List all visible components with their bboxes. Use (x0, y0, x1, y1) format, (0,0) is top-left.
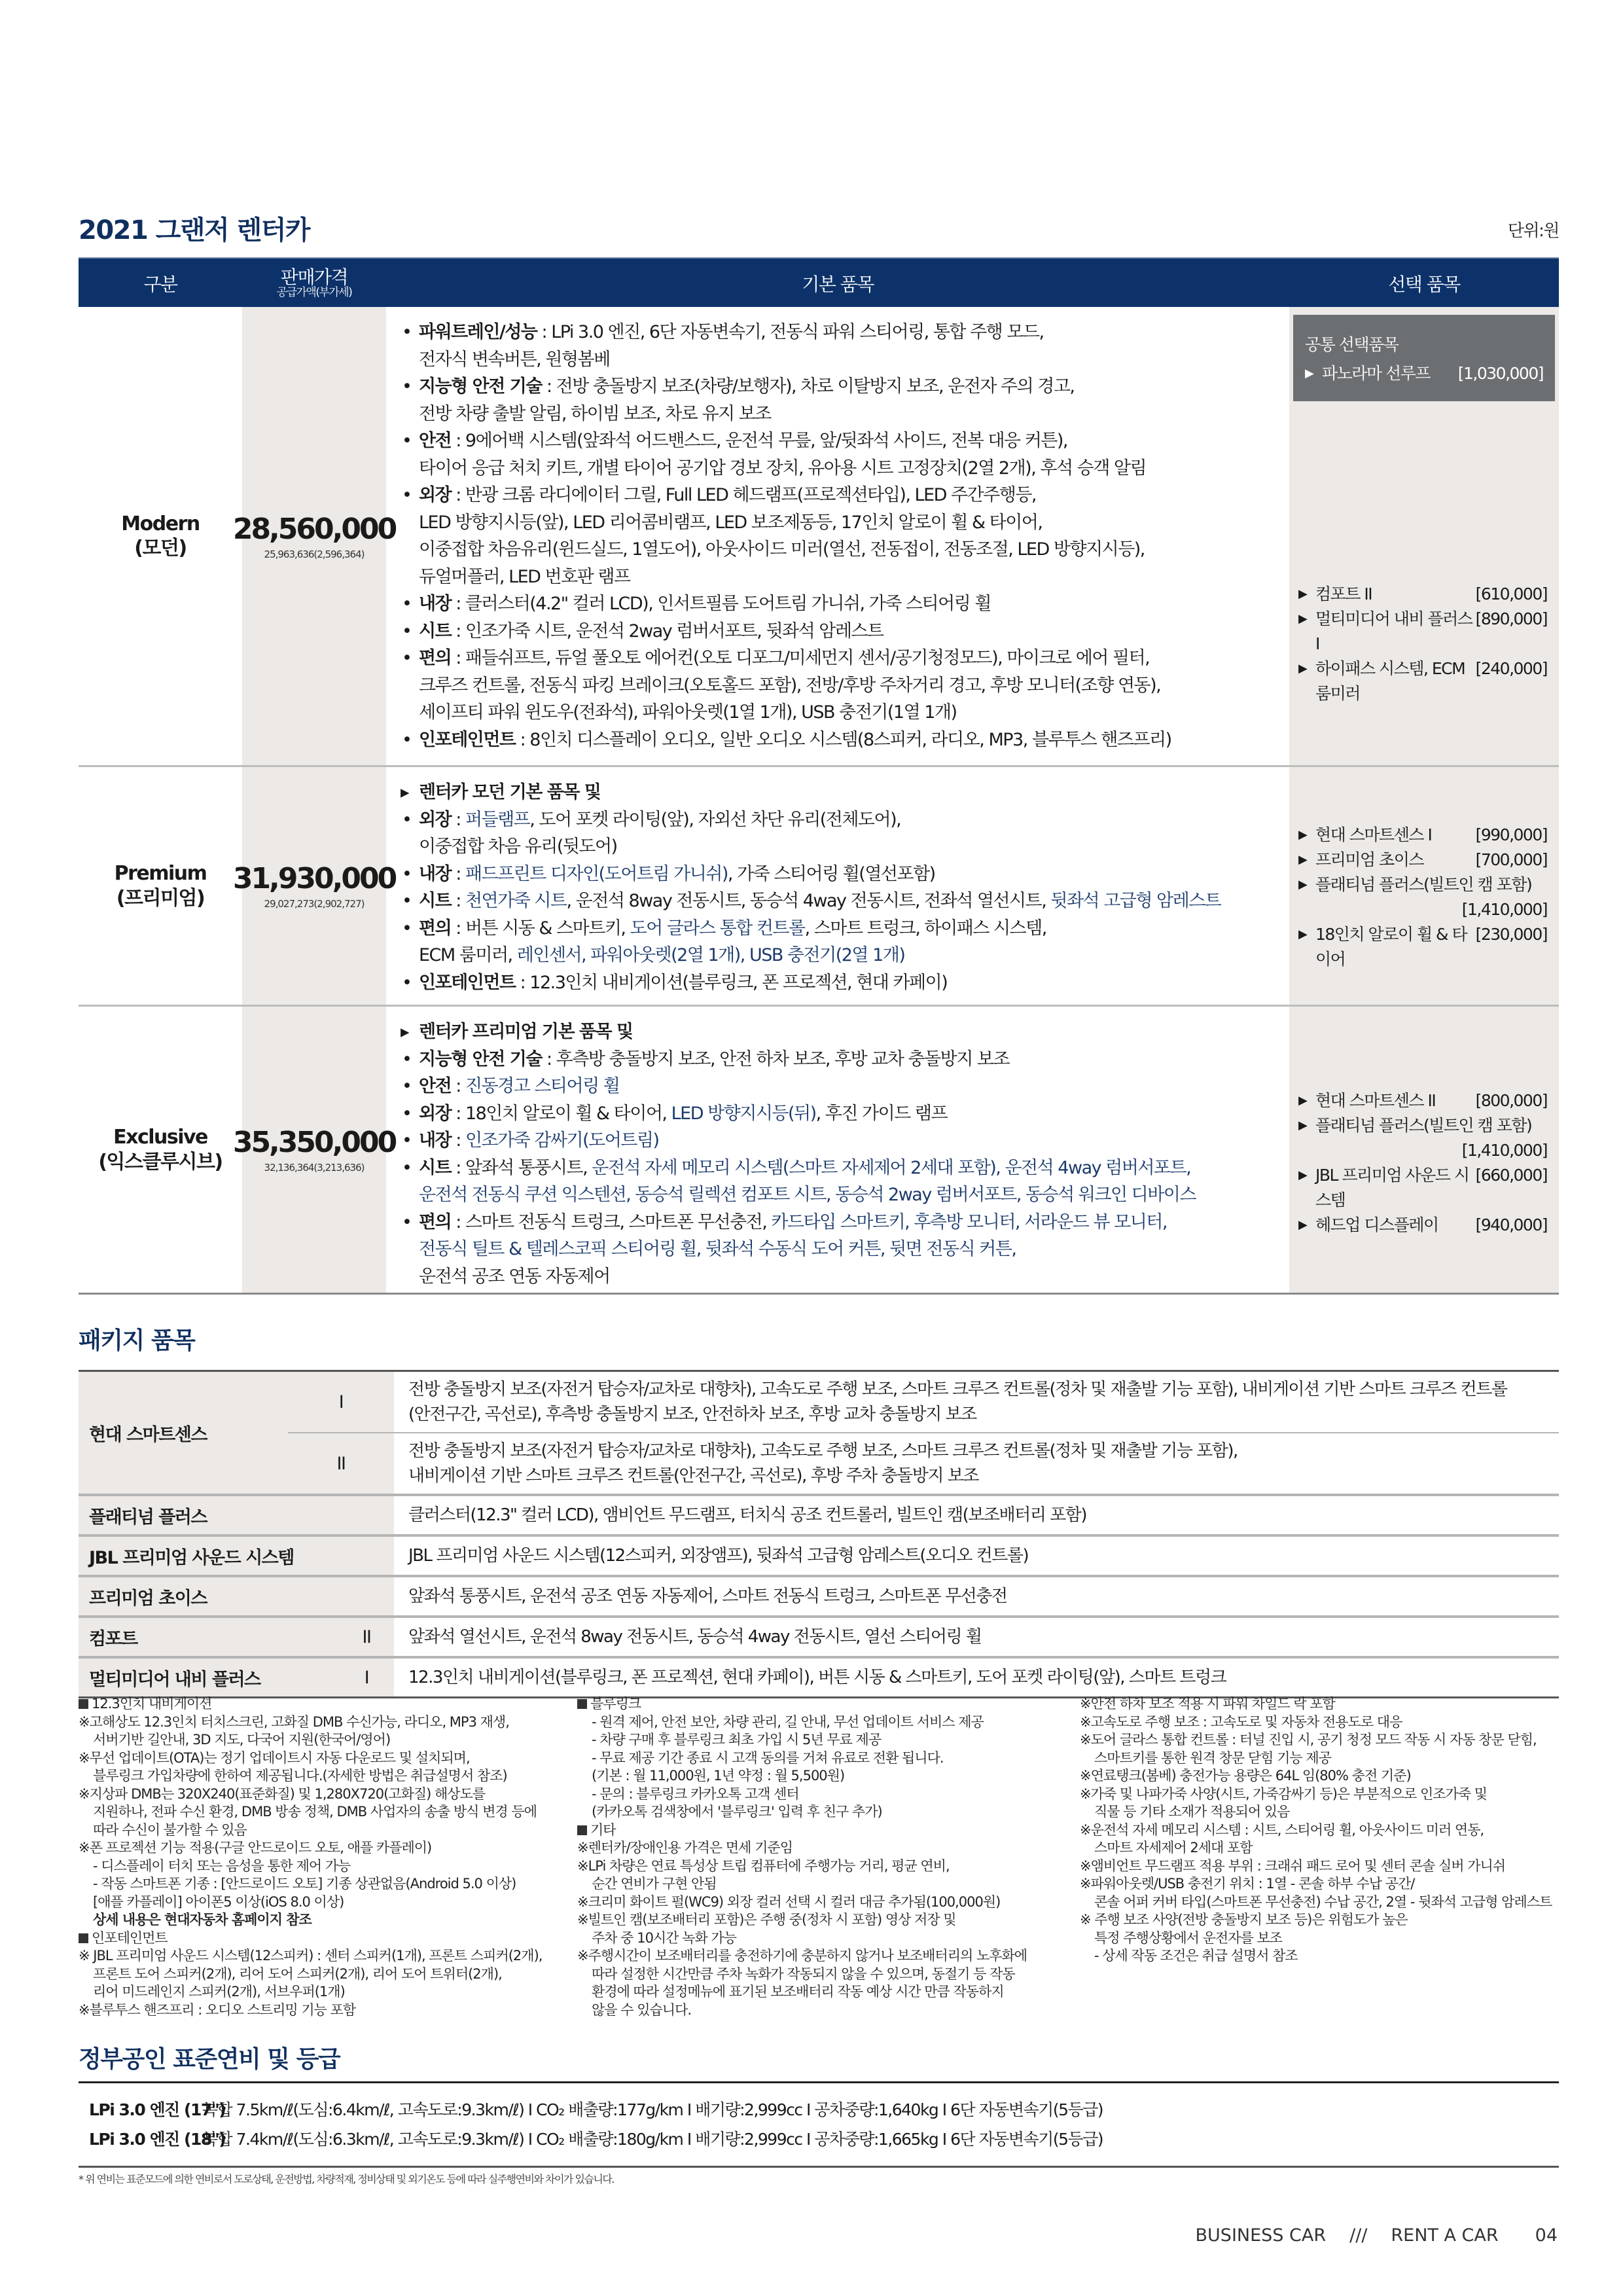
basic-item-key: 안전 (419, 431, 452, 451)
footer-business-car: BUSINESS CAR (1195, 2225, 1327, 2246)
package-section-title: 패키지 품목 (79, 1327, 195, 1354)
title-row (79, 209, 1559, 249)
page-title: 2021 그랜저 렌터카 (79, 215, 310, 245)
page-number: 04 (1535, 2225, 1558, 2246)
basic-item-key: 내장 (419, 594, 452, 614)
note-line: ※지상파 DMB는 320X240(표준화질) 및 1,280X720(고화질) 해상도를 (79, 1785, 486, 1802)
package-name: JBL 프리미엄 사운드 시스템 (79, 1537, 394, 1575)
note-line: ※도어 글라스 통합 컨트롤 : 터널 진입 시, 공기 청정 모드 작동 시 자동 창문 닫힘, (1080, 1732, 1537, 1748)
note-line: ※주행시간이 보조배터리를 충전하기에 충분하지 않거나 보조배터리의 노후화에 (577, 1948, 1027, 1964)
note-line: - 무료 제공 기간 종료 시 고객 동의를 거쳐 유료로 전환 됩니다. (592, 1749, 944, 1766)
basic-item: • 지능형 안전 기술 : 후측방 충돌방지 보조, 안전 하차 보조, 후방 교차 충돌방지 보조 (399, 1046, 1286, 1073)
basic-item-cont: ECM 룸미러, 레인센서, 파워아웃렛(2열 1개), USB 충전기(2열 1개) (419, 945, 905, 965)
package-table (79, 1370, 1559, 1698)
package-level: I (288, 1372, 394, 1432)
basic-item-cont: 세이프티 파워 윈도우(전좌석), 파워아웃렛(1열 1개), USB 충전기(1열 1개) (419, 702, 957, 723)
trim-name: Modern (모던) (121, 512, 200, 560)
package-desc: 12.3인치 내비게이션(블루링크, 폰 프로젝션, 현대 카페이), 버튼 시동 & 스마트키, 도어 포켓 라이팅(앞), 스마트 트렁크 (408, 1668, 1226, 1687)
note-line: 순간 연비가 구현 안됨 (592, 1876, 717, 1892)
basic-item: • 파워트레인/성능 : LPi 3.0 엔진, 6단 자동변속기, 전동식 파워 스티어링, 통합 주행 모드, (399, 319, 1286, 346)
note-line: 따라 설정한 시간만큼 주차 녹화가 작동되지 않을 수 있으며, 동절기 등 작동 (592, 1965, 1015, 1982)
trim-row-premium (79, 767, 1559, 1007)
basic-item: • 안전 : 진동경고 스티어링 휠 (399, 1073, 1286, 1100)
unit-label: 단위:원 (1507, 221, 1559, 241)
col-header-options: 선택 품목 (1388, 274, 1460, 295)
fuel-note: * 위 연비는 표준모드에 의한 연비로서 도로상태, 운전방법, 차량적재, 정비상태 및 외기온도 등에 따라 실주행연비와 차이가 있습니다. (79, 2173, 614, 2185)
note-line: 따라 수신이 불가할 수 있음 (93, 1821, 247, 1838)
package-name: 멀티미디어 내비 플러스 I (79, 1659, 394, 1696)
basic-item: • 외장 : 반광 크롬 라디에이터 그릴, Full LED 헤드램프(프로젝션타입), LED 주간주행등, (399, 482, 1286, 509)
option-price: [1,410,000] (1461, 900, 1547, 919)
note-line: - 상세 작동 조건은 취급 설명서 참조 (1094, 1948, 1298, 1964)
note-line: ※파워아웃렛/USB 충전기 위치 : 1열 - 콘솔 하부 수납 공간/ (1080, 1876, 1415, 1892)
note-line: ※폰 프로젝션 기능 적용(구글 안드로이드 오토, 애플 카플레이) (79, 1840, 432, 1856)
basic-item-key: 편의 (419, 648, 452, 668)
note-line: ※고해상도 12.3인치 터치스크린, 고화질 DMB 수신가능, 라디오, MP3 재생, (79, 1713, 509, 1730)
note-line: 리어 미드레인지 스피커(2개), 서브우퍼(1개) (93, 1984, 345, 2000)
note-line: (카카오톡 검색창에서 '블루링크' 입력 후 친구 추가) (592, 1804, 882, 1820)
basic-item: • 안전 : 9에어백 시스템(앞좌석 어드밴스드, 운전석 무릎, 앞/뒷좌석 사이드, 전복 대응 커튼), (399, 427, 1286, 455)
basic-item-cont: 운전석 전동식 쿠션 익스텐션, 동승석 릴렉션 컴포트 시트, 동승석 2way 럼버서포트, 동승석 워크인 디바이스 (419, 1185, 1196, 1205)
package-desc: 앞좌석 통풍시트, 운전석 공조 연동 자동제어, 스마트 전동식 트렁크, 스마트폰 무선충전 (408, 1587, 1007, 1606)
note-line: ※안전 하차 보조 적용 시 파워 차일드 락 포함 (1080, 1696, 1335, 1712)
option-price: [1,410,000] (1461, 1141, 1547, 1160)
col-header-price: 판매가격 공급가액(부가세) (276, 266, 352, 299)
option-item: ▶ 플래티넘 플러스(빌트인 캠 포함) (1289, 872, 1559, 897)
basic-item: • 시트 : 천연가죽 시트, 운전석 8way 전동시트, 동승석 4way 전동시트, 전좌석 열선시트, 뒷좌석 고급형 암레스트 (399, 888, 1286, 915)
note-line: ※연료탱크(봄베) 충전가능 용량은 64L 임(80% 충전 기준) (1080, 1768, 1411, 1784)
option-item: ▶ 컴포트 II [610,000] (1289, 582, 1559, 607)
spec-table-header (79, 257, 1559, 307)
fuel-row: LPi 3.0 엔진 (18") 복합 7.4km/ℓ(도심:6.3km/ℓ, 고속도로:9.3km/ℓ) I CO₂ 배출량:180g/km I 배기량:2,999cc I 공차중량:1,665kg I 6단 자동변속기(5등급) (89, 2130, 1103, 2149)
note-line: 블루링크 (577, 1695, 1075, 1713)
note-line: - 원격 제어, 안전 보안, 차량 관리, 길 안내, 무선 업데이트 서비스 제공 (592, 1713, 984, 1730)
basic-item-cont: LED 방향지시등(앞), LED 리어콤비램프, LED 보조제동등, 17인치 알로이 휠 & 타이어, (419, 512, 1043, 533)
note-line: ※가죽 및 나파가죽 사양(시트, 가죽감싸기 등)은 부분적으로 인조가죽 및 (1080, 1785, 1488, 1802)
common-options-box (1293, 315, 1555, 401)
basic-item-key: 편의 (419, 918, 452, 939)
basic-item: • 내장 : 클러스터(4.2" 컬러 LCD), 인서트필름 도어트림 가니쉬, 가죽 스티어링 휠 (399, 590, 1286, 618)
note-line: 상세 내용은 현대자동차 홈페이지 참조 (93, 1912, 312, 1928)
trim-price (232, 1007, 396, 1293)
note-line: ※고속도로 주행 보조 : 고속도로 및 자동차 전용도로 대응 (1080, 1713, 1402, 1730)
basic-item: • 인포테인먼트 : 12.3인치 내비게이션(블루링크, 폰 프로젝션, 현대 카페이) (399, 969, 1286, 997)
note-line: 콘솔 어퍼 커버 타입(스마트폰 무선충전) 수납 공간, 2열 - 뒷좌석 고급형 암레스트 (1094, 1893, 1552, 1910)
page-footer (1196, 2225, 1558, 2246)
note-line: 특정 주행상황에서 운전자를 보조 (1094, 1929, 1283, 1946)
fuel-row: LPi 3.0 엔진 (17") 복합 7.5km/ℓ(도심:6.4km/ℓ, 고속도로:9.3km/ℓ) I CO₂ 배출량:177g/km I 배기량:2,999cc I 공차중량:1,640kg I 6단 자동변속기(5등급) (89, 2100, 1103, 2119)
basic-item-key: 외장 (419, 485, 452, 505)
basic-item-key: 지능형 안전 기술 (419, 376, 542, 397)
basic-item-cont: 크루즈 컨트롤, 전동식 파킹 브레이크(오토홀드 포함), 전방/후방 주차거리 경고, 후방 모니터(조향 연동), (419, 675, 1161, 696)
note-line: 기타 (577, 1821, 1075, 1840)
trim-price (232, 307, 396, 765)
trim-name: Exclusive (익스클루시브) (98, 1126, 223, 1174)
basic-item-cont: 전방 차량 출발 알림, 하이빔 보조, 차로 유지 보조 (419, 403, 771, 424)
option-item: ▶ 헤드업 디스플레이 [940,000] (1289, 1213, 1559, 1238)
basic-item-key: 인포테인먼트 (419, 972, 516, 993)
note-line: ※운전석 자세 메모리 시스템 : 시트, 스티어링 휠, 아웃사이드 미러 연동, (1080, 1821, 1484, 1838)
package-level: II (288, 1433, 394, 1494)
basic-item: • 편의 : 스마트 전동식 트렁크, 스마트폰 무선충전, 카드타입 스마트키, 후측방 모니터, 서라운드 뷰 모니터, (399, 1209, 1286, 1236)
package-name: 컴포트 II (79, 1618, 394, 1656)
basic-item-key: 지능형 안전 기술 (419, 1049, 542, 1069)
note-line: - 차량 구매 후 블루링크 최초 가입 시 5년 무료 제공 (592, 1732, 882, 1748)
basic-item-key: 시트 (419, 1157, 452, 1178)
note-line: 스마트키를 통한 원격 창문 닫힘 기능 제공 (1094, 1749, 1331, 1766)
note-line: ※ 주행 보조 사양(전방 충돌방지 보조 등)은 위험도가 높은 (1080, 1912, 1408, 1928)
package-level-row (288, 1372, 1559, 1433)
package-desc: 클러스터(12.3" 컬러 LCD), 앰비언트 무드램프, 터치식 공조 컨트롤러, 빌트인 캠(보조배터리 포함) (408, 1505, 1086, 1525)
basic-items (399, 307, 1286, 762)
note-line: 스마트 자세제어 2세대 포함 (1094, 1840, 1253, 1856)
basic-item: • 인포테인먼트 : 8인치 디스플레이 오디오, 일반 오디오 시스템(8스피커, 라디오, MP3, 블루투스 핸즈프리) (399, 726, 1286, 754)
basic-item-key: 외장 (419, 1103, 452, 1124)
basic-item-cont: 이중접합 차음유리(윈드실드, 1열도어), 아웃사이드 미러(열선, 전동접이, 전동조절, LED 방향지시등), (419, 539, 1145, 560)
note-line: 프론트 도어 스피커(2개), 리어 도어 스피커(2개), 리어 도어 트위터(2개), (93, 1965, 502, 1982)
option-list (1289, 823, 1559, 972)
inherit-line: ▸ 렌터카 프리미엄 기본 품목 및 (399, 1018, 1286, 1046)
option-item: ▶ JBL 프리미엄 사운드 시스템 [660,000] (1289, 1163, 1559, 1213)
note-line: 않을 수 있습니다. (592, 2001, 692, 2018)
basic-item-key: 편의 (419, 1211, 452, 1232)
option-item: ▶ 현대 스마트센스 I [990,000] (1289, 823, 1559, 848)
notes-column-2 (577, 1695, 1075, 2019)
option-item: ▶ 플래티넘 플러스(빌트인 캠 포함) (1289, 1113, 1559, 1138)
basic-item: • 편의 : 패들쉬프트, 듀얼 풀오토 에어컨(오토 디포그/미세먼지 센서/공기청정모드), 마이크로 에어 필터, (399, 645, 1286, 672)
package-row (79, 1657, 1559, 1696)
basic-item: • 시트 : 앞좌석 통풍시트, 운전석 자세 메모리 시스템(스마트 자세제어 2세대 포함), 운전석 4way 럼버서포트, (399, 1155, 1286, 1182)
package-name: 프리미엄 초이스 (79, 1577, 394, 1615)
option-item: ▶ 하이패스 시스템, ECM 룸미러 [240,000] (1289, 656, 1559, 706)
basic-item-key: 시트 (419, 620, 452, 641)
note-line: ※빌트인 캠(보조배터리 포함)은 주행 중(정차 시 포함) 영상 저장 및 (577, 1912, 956, 1928)
note-line: ※크리미 화이트 펄(WC9) 외장 컬러 선택 시 컬러 대금 추가됨(100,000원) (577, 1893, 1001, 1910)
col-header-basic: 기본 품목 (802, 274, 874, 295)
note-line: [애플 카플레이] 아이폰5 이상(iOS 8.0 이상) (93, 1893, 344, 1910)
package-row-smartsense (79, 1372, 1559, 1495)
note-line: ※LPi 차량은 연료 특성상 트립 컴퓨터에 주행가능 거리, 평균 연비, (577, 1857, 950, 1874)
basic-item: • 지능형 안전 기술 : 전방 충돌방지 보조(차량/보행자), 차로 이탈방지 보조, 운전자 주의 경고, (399, 373, 1286, 401)
package-name: 현대 스마트센스 (79, 1372, 288, 1494)
basic-item-key: 안전 (419, 1076, 452, 1096)
package-row (79, 1576, 1559, 1617)
col-header-trim: 구분 (143, 274, 177, 295)
basic-item-key: 인포테인먼트 (419, 729, 516, 750)
note-line: - 작동 스마트폰 기종 : [안드로이드 오토] 기종 상관없음(Android 5.0 이상) (93, 1876, 516, 1892)
note-line: 인포테인먼트 (79, 1929, 576, 1948)
basic-item-key: 내장 (419, 1130, 452, 1151)
package-desc: 전방 충돌방지 보조(자전거 탑승자/교차로 대향차), 고속도로 주행 보조, 스마트 크루즈 컨트롤(정차 및 재출발 기능 포함), 내비게이션 기반 스마트 크루즈 컨트롤(안전구간, 곡선로), 후방 주차 충돌방지 보조 (408, 1441, 1238, 1486)
note-line: ※ JBL 프리미엄 사운드 시스템(12스피커) : 센터 스피커(1개), 프론트 스피커(2개), (79, 1948, 543, 1964)
basic-item: • 내장 : 패드프린트 디자인(도어트림 가니쉬), 가죽 스티어링 휠(열선포함) (399, 861, 1286, 888)
note-line: ※블루투스 핸즈프리 : 오디오 스트리밍 기능 포함 (79, 2001, 356, 2018)
note-line: ※무선 업데이트(OTA)는 정기 업데이트시 자동 다운로드 및 설치되며, (79, 1749, 470, 1766)
basic-item-key: 시트 (419, 891, 452, 911)
note-line: ※앰비언트 무드램프 적용 부위 : 크래쉬 패드 로어 및 센터 콘솔 실버 가니쉬 (1080, 1857, 1506, 1874)
price-main: 35,350,000 (232, 1126, 396, 1159)
option-list (1289, 582, 1559, 706)
price-main: 28,560,000 (232, 512, 396, 546)
note-line: - 디스플레이 터치 또는 음성을 통한 제어 가능 (93, 1857, 351, 1874)
basic-item: • 외장 : 18인치 알로이 휠 & 타이어, LED 방향지시등(뒤), 후진 가이드 램프 (399, 1100, 1286, 1128)
basic-item-key: 내장 (419, 863, 452, 884)
fuel-table (79, 2081, 1559, 2168)
note-line: 서버기반 길안내, 3D 지도, 다국어 지원(한국어/영어) (93, 1732, 391, 1748)
trim-price (232, 767, 396, 1005)
note-line: (기본 : 월 11,000원, 1년 약정 : 월 5,500원) (592, 1768, 845, 1784)
price-supply: 25,963,636(2,596,364) (264, 548, 365, 560)
package-desc: JBL 프리미엄 사운드 시스템(12스피커, 외장앰프), 뒷좌석 고급형 암레스트(오디오 컨트롤) (408, 1546, 1029, 1566)
footer-rent-a-car: RENT A CAR (1391, 2225, 1499, 2246)
basic-item: • 편의 : 버튼 시동 & 스마트키, 도어 글라스 통합 컨트롤, 스마트 트렁크, 하이패스 시스템, (399, 915, 1286, 942)
package-level: I (364, 1667, 369, 1688)
option-item: ▶ 현대 스마트센스 II [800,000] (1289, 1088, 1559, 1113)
note-line: 지원하나, 전파 수신 환경, DMB 방송 정책, DMB 사업자의 송출 방식 변경 등에 (93, 1804, 537, 1820)
basic-item-cont: 운전석 공조 연동 자동제어 (419, 1266, 610, 1287)
trim-row-modern (79, 307, 1559, 767)
option-items (1289, 307, 1559, 765)
note-line: ※렌터카/장애인용 가격은 면세 기준임 (577, 1840, 793, 1856)
basic-item: • 외장 : 퍼들램프, 도어 포켓 라이팅(앞), 자외선 차단 유리(전체도어), (399, 806, 1286, 834)
trim-name: Premium (프리미엄) (114, 862, 207, 910)
common-options-title: 공통 선택품목 (1305, 335, 1399, 354)
note-line: 환경에 따라 설정메뉴에 표기된 보조배터리 작동 예상 시간 만큼 작동하지 (592, 1984, 1004, 2000)
note-line: 12.3인치 내비게이션 (79, 1695, 576, 1713)
option-item: ▶ 18인치 알로이 휠 & 타이어 [230,000] (1289, 922, 1559, 972)
note-line: 주차 중 10시간 녹화 가능 (592, 1929, 736, 1946)
package-row (79, 1535, 1559, 1576)
option-item: ▶ 프리미엄 초이스 [700,000] (1289, 848, 1559, 872)
inherit-line: ▸ 렌터카 모던 기본 품목 및 (399, 779, 1286, 806)
option-item: ▶ 파노라마 선루프 [1,030,000] (1305, 359, 1543, 388)
footer-separator: /// (1349, 2225, 1368, 2246)
option-items (1289, 767, 1559, 1005)
basic-item-key: 파워트레인/성능 (419, 322, 537, 342)
basic-item-cont: 전동식 틸트 & 텔레스코픽 스티어링 휠, 뒷좌석 수동식 도어 커튼, 뒷면 전동식 커튼, (419, 1239, 1016, 1259)
basic-item: • 시트 : 인조가죽 시트, 운전석 2way 럼버서포트, 뒷좌석 암레스트 (399, 618, 1286, 645)
package-level: II (362, 1626, 371, 1647)
price-supply: 29,027,273(2,902,727) (264, 898, 365, 910)
option-items (1289, 1007, 1559, 1293)
basic-items (399, 1007, 1286, 1299)
package-desc: 전방 충돌방지 보조(자전거 탑승자/교차로 대향차), 고속도로 주행 보조, 스마트 크루즈 컨트롤(정차 및 재출발 기능 포함), 내비게이션 기반 스마트 크루즈 컨트롤 (안전구간, 곡선로), 후측방 충돌방지 보조, 안전하차 보조, 후방 교차 충돌방지 보조 (408, 1380, 1507, 1424)
package-level-row (288, 1433, 1559, 1494)
fuel-section-title: 정부공인 표준연비 및 등급 (79, 2046, 340, 2073)
spec-table (79, 257, 1559, 1295)
note-line: - 문의 : 블루링크 카카오톡 고객 센터 (592, 1785, 799, 1802)
option-list (1289, 1088, 1559, 1238)
option-item: ▶ 멀티미디어 내비 플러스 I [890,000] (1289, 607, 1559, 656)
basic-item-key: 외장 (419, 809, 452, 830)
basic-item-cont: 전자식 변속버튼, 원형봄베 (419, 349, 610, 370)
basic-items (399, 767, 1286, 1005)
price-supply: 32,136,364(3,213,636) (264, 1162, 365, 1174)
price-main: 31,930,000 (232, 862, 396, 895)
package-name: 플래티넘 플러스 (79, 1496, 394, 1534)
notes-column-1 (79, 1695, 576, 2019)
package-row (79, 1495, 1559, 1535)
note-line: 블루링크 가입차량에 한하여 제공됩니다.(자세한 방법은 취급설명서 참조) (93, 1768, 507, 1784)
trim-row-exclusive (79, 1007, 1559, 1295)
notes-column-3 (1080, 1695, 1564, 1965)
note-line: 직물 등 기타 소재가 적용되어 있음 (1094, 1804, 1290, 1820)
basic-item-cont: 타이어 응급 처치 키트, 개별 타이어 공기압 경보 장치, 유아용 시트 고정장치(2열 2개), 후석 승객 알림 (419, 457, 1147, 478)
basic-item-cont: 듀얼머플러, LED 번호판 램프 (419, 566, 630, 587)
basic-item: • 내장 : 인조가죽 감싸기(도어트림) (399, 1127, 1286, 1155)
package-row (79, 1617, 1559, 1657)
basic-item-cont: 이중접합 차음 유리(뒷도어) (419, 836, 617, 857)
package-desc: 앞좌석 열선시트, 운전석 8way 전동시트, 동승석 4way 전동시트, 열선 스티어링 휠 (408, 1627, 982, 1647)
